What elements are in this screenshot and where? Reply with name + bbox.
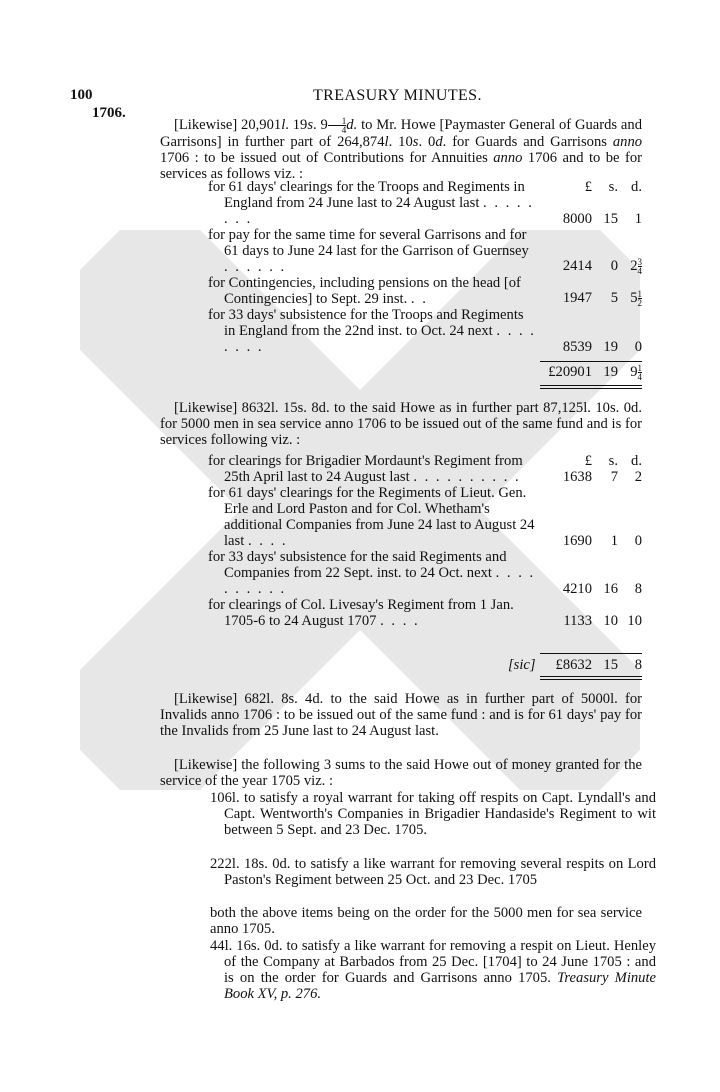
amount: 2414 0 2 $\frac{3}{4}$ bbox=[562, 257, 642, 276]
list-item: for clearings of Col. Livesay's Regiment from 1 Jan. 1705-6 to 24 August 1707 . . . . 1133 10 10 bbox=[208, 597, 642, 629]
total-rule bbox=[540, 676, 642, 677]
amount: 8539 19 0 bbox=[562, 339, 642, 355]
fraction: $\frac{1}{4}$ bbox=[637, 363, 642, 383]
entry-2-total: £8632 15 8 bbox=[555, 657, 642, 673]
entry-4-sum-1: 106l. to satisfy a royal warrant for taking off respits on Capt. Lyndall's and Capt. Wentworth's Companies in Brigadier Handaside's Regiment to wit between 5 Sept. and 23 Dec. 1705. bbox=[210, 790, 656, 838]
entry-2-intro: [Likewise] 8632l. 15s. 8d. to the said Howe as in further part 87,125l. 10s. 0d. for 5000 men in sea service anno 1706 to be issued out of the same fund and is for services following viz. : bbox=[160, 400, 642, 448]
page-number: 100 bbox=[70, 87, 93, 103]
amount: 1133 10 10 bbox=[563, 613, 642, 629]
entry-4-sum-3: 44l. 16s. 0d. to satisfy a like warrant for removing a respit on Lieut. Henley of the Company at Barbados from 25 Dec. [1704] to 24 June 1705 : and is on the order for Guards and Garrisons anno 1705. Treasury Minute Book XV, p. 276. bbox=[210, 938, 656, 1002]
entry-3: [Likewise] 682l. 8s. 4d. to the said Howe as in further part of 5000l. for Invalids anno 1706 : to be issued out of the same fund : and is for 61 days' pay for the Invalids from 25 June last to 24 August last. bbox=[160, 691, 642, 739]
fraction: $\frac{3}{4}$ bbox=[637, 257, 642, 276]
amount: 1690 1 0 bbox=[562, 533, 642, 549]
amount: 8000 15 1 bbox=[562, 211, 642, 227]
list-item: for clearings for Brigadier Mordaunt's Regiment from 25th April last to 24 August last . . . . . . . . . . 1638 7 2 bbox=[208, 453, 642, 485]
list-item: for 61 days' clearings for the Regiments of Lieut. Gen. Erle and Lord Paston and for Col. Whetham's additional Companies from June 24 last to August 24 last . . . . 1690 1 0 bbox=[208, 485, 642, 549]
sum-rule bbox=[540, 361, 642, 362]
running-header: TREASURY MINUTES. bbox=[313, 87, 482, 104]
entry-1-items bbox=[208, 179, 642, 355]
total-rule bbox=[540, 388, 642, 389]
list-item: for 33 days' subsistence for the Troops and Regiments in England from the 22nd inst. to Oct. 24 next . . . . . . . . 8539 19 0 bbox=[208, 307, 642, 355]
sum-rule bbox=[540, 653, 642, 654]
fraction: $\frac{1}{2}$ bbox=[637, 289, 642, 308]
entry-4-note: both the above items being on the order for the 5000 men for sea service anno 1705. bbox=[210, 905, 642, 937]
amount: 4210 16 8 bbox=[562, 581, 642, 597]
entry-2-items bbox=[208, 453, 642, 629]
list-item: for 61 days' clearings for the Troops and Regiments in England from 24 June last to 24 August last . . . . . . . . 8000 15 1 bbox=[208, 179, 642, 227]
list-item: for 33 days' subsistence for the said Regiments and Companies from 22 Sept. inst. to 24 Oct. next . . . . . . . . . . 4210 16 8 bbox=[208, 549, 642, 597]
total-rule bbox=[540, 385, 642, 386]
entry-1-total: £20901 19 9 $\frac{1}{4}$ bbox=[548, 363, 642, 383]
amount: 1638 7 2 bbox=[562, 469, 642, 485]
list-item: for Contingencies, including pensions on the head [of Contingencies] to Sept. 29 inst. . . 1947 5 5 $\frac{1}{2}$ bbox=[208, 275, 642, 308]
sic-note: [sic] bbox=[508, 657, 536, 673]
entry-4-sum-2: 222l. 18s. 0d. to satisfy a like warrant for removing several respits on Lord Paston's Regiment between 25 Oct. and 23 Dec. 1705 bbox=[210, 856, 656, 888]
total-rule bbox=[540, 679, 642, 680]
margin-year: 1706. bbox=[92, 105, 126, 121]
amount: 1947 5 5 $\frac{1}{2}$ bbox=[562, 289, 642, 308]
list-item: for pay for the same time for several Garrisons and for 61 days to June 24 last for the Garrison of Guernsey . . . . . . 2414 0 2 $\frac{3}{4}$ bbox=[208, 227, 642, 276]
entry-2-column-headers: £ s. d. bbox=[584, 453, 642, 469]
entry-1-column-headers: £ s. d. bbox=[584, 179, 642, 195]
entry-4-intro: [Likewise] the following 3 sums to the said Howe out of money granted for the service of the year 1705 viz. : bbox=[160, 757, 642, 789]
entry-1-intro: [Likewise] 20,901l. 19s. 9 $\frac{1}{4}$ d. to Mr. Howe [Paymaster General of Guards and Garrisons] in further part of 264,874l. 10s. 0d. for Guards and Garrisons anno 1706 : to be issued out of Contributions for Annuities anno 1706 and to be for services as follows viz. : bbox=[160, 116, 643, 183]
citation: Treasury Minute Book XV, p. 276. bbox=[224, 970, 656, 1002]
